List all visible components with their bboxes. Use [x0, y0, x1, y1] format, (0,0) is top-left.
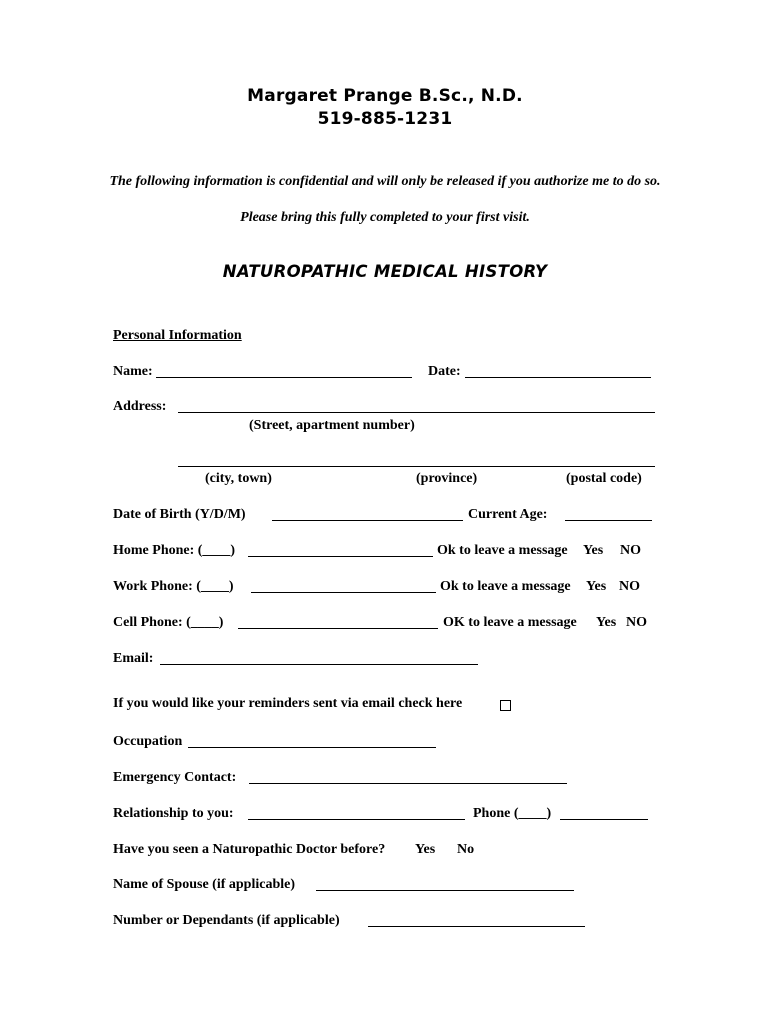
work-phone-field[interactable] [251, 592, 436, 593]
postal-hint: (postal code) [566, 471, 642, 486]
address-label: Address: [113, 399, 167, 414]
dependants-label: Number or Dependants (if applicable) [113, 913, 340, 928]
home-message-no[interactable]: NO [620, 543, 641, 558]
cell-message-no[interactable]: NO [626, 615, 647, 630]
work-message-yes[interactable]: Yes [586, 579, 607, 594]
emergency-contact-label: Emergency Contact: [113, 770, 237, 785]
seen-nd-no[interactable]: No [457, 842, 475, 857]
home-phone-label: Home Phone: (____) [113, 543, 236, 558]
city-province-postal-field[interactable] [178, 466, 655, 467]
seen-nd-yes[interactable]: Yes [415, 842, 436, 857]
checkbox-icon [500, 700, 511, 711]
email-label: Email: [113, 651, 154, 666]
age-label: Current Age: [468, 507, 548, 522]
relationship-label: Relationship to you: [113, 806, 234, 821]
cell-message-label: OK to leave a message [443, 615, 577, 630]
seen-nd-question: Have you seen a Naturopathic Doctor before? [113, 842, 386, 857]
email-reminder-text: If you would like your reminders sent via email check here [113, 696, 463, 711]
occupation-label: Occupation [113, 734, 183, 749]
work-phone-label: Work Phone: (____) [113, 579, 234, 594]
work-message-no[interactable]: NO [619, 579, 640, 594]
practitioner-phone: 519-885-1231 [317, 109, 453, 129]
document-title: NATUROPATHIC MEDICAL HISTORY [222, 262, 548, 281]
cell-message-yes[interactable]: Yes [596, 615, 617, 630]
cell-phone-label: Cell Phone: (____) [113, 615, 224, 630]
street-field[interactable] [178, 412, 655, 413]
dependants-field[interactable] [368, 926, 585, 927]
bring-completed-note: Please bring this fully completed to your first visit. [240, 210, 530, 225]
emergency-contact-field[interactable] [249, 783, 567, 784]
practitioner-name: Margaret Prange B.Sc., N.D. [247, 86, 523, 106]
province-hint: (province) [416, 471, 478, 486]
name-label: Name: [113, 364, 153, 379]
date-label: Date: [428, 364, 461, 379]
email-reminder-checkbox[interactable] [500, 698, 511, 716]
city-hint: (city, town) [205, 471, 272, 486]
confidentiality-note: The following information is confidential and will only be released if you authorize me to do so. [109, 174, 661, 189]
occupation-field[interactable] [188, 747, 436, 748]
cell-phone-field[interactable] [238, 628, 438, 629]
email-field[interactable] [160, 664, 478, 665]
spouse-field[interactable] [316, 890, 574, 891]
name-field[interactable] [156, 377, 412, 378]
relationship-field[interactable] [248, 819, 465, 820]
home-message-label: Ok to leave a message [437, 543, 568, 558]
street-hint: (Street, apartment number) [249, 418, 415, 433]
date-field[interactable] [465, 377, 651, 378]
dob-label: Date of Birth (Y/D/M) [113, 507, 246, 522]
dob-field[interactable] [272, 520, 463, 521]
home-message-yes[interactable]: Yes [583, 543, 604, 558]
section-heading-personal: Personal Information [113, 328, 242, 343]
work-message-label: Ok to leave a message [440, 579, 571, 594]
emergency-phone-label: Phone (____) [473, 806, 552, 821]
age-field[interactable] [565, 520, 652, 521]
emergency-phone-field[interactable] [560, 819, 648, 820]
spouse-label: Name of Spouse (if applicable) [113, 877, 295, 892]
home-phone-field[interactable] [248, 556, 433, 557]
